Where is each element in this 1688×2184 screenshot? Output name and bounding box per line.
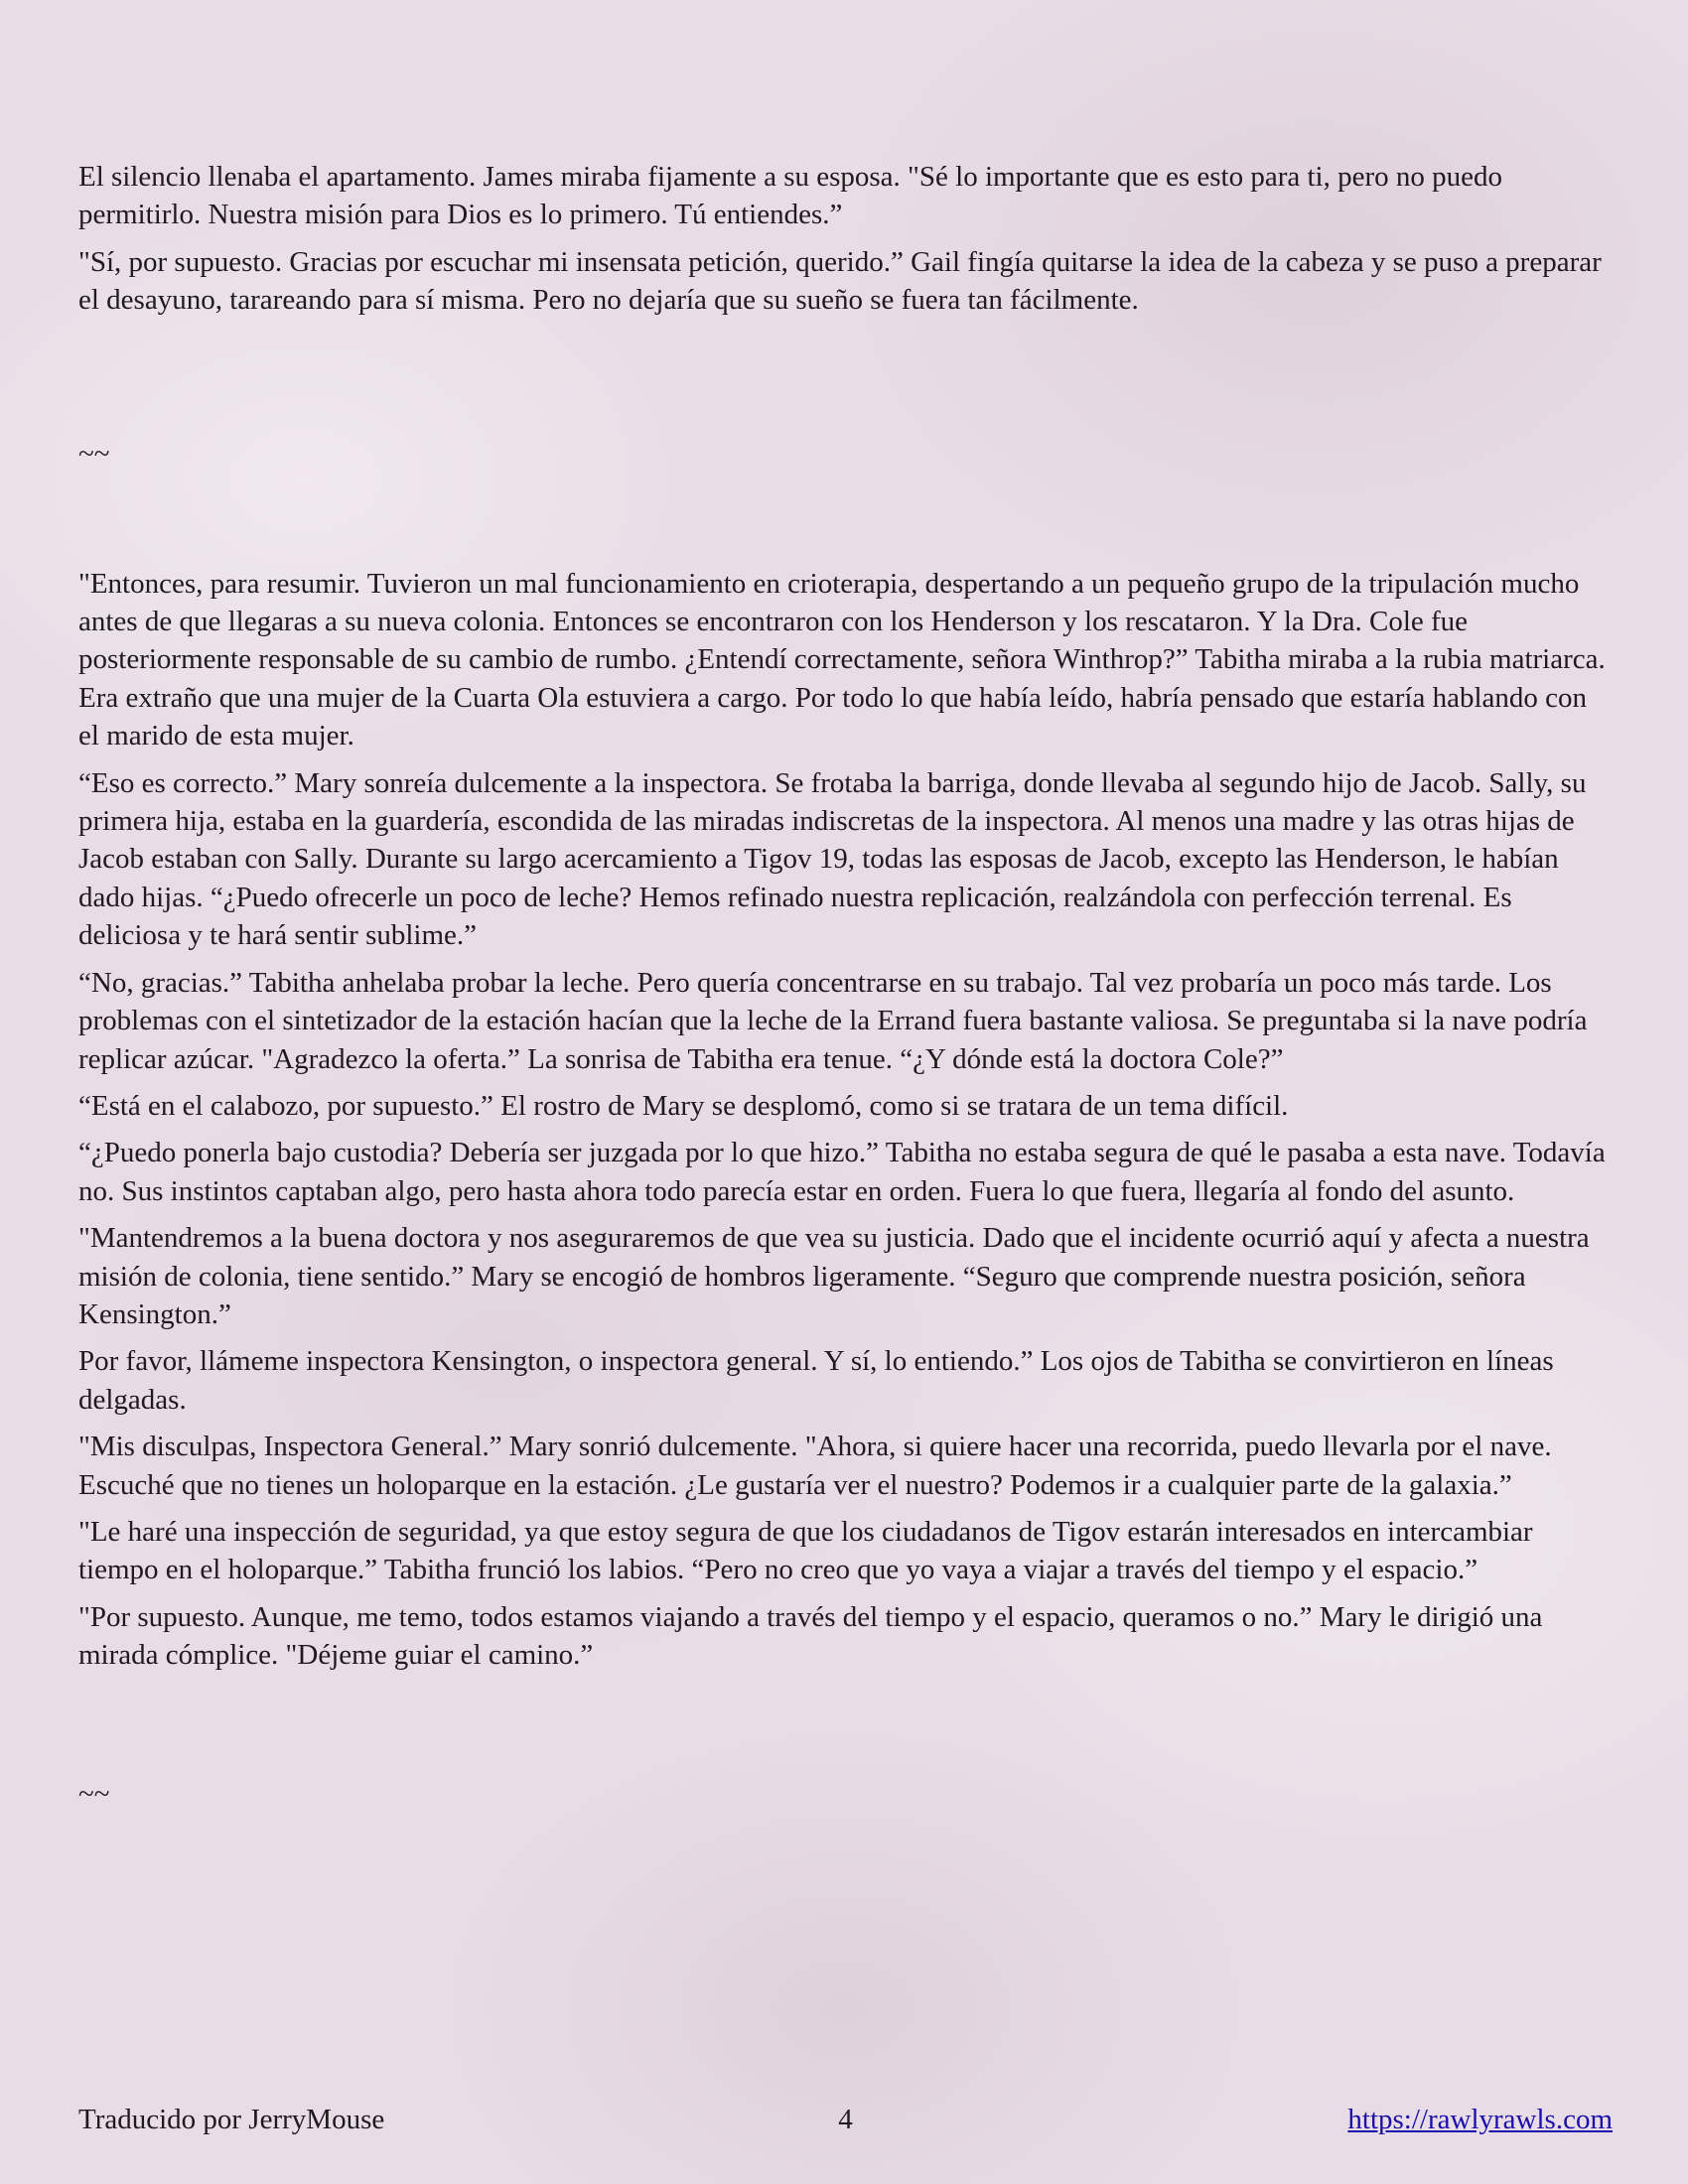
paragraph: El silencio llenaba el apartamento. James miraba fijamente a su esposa. "Sé lo importante que es esto para ti, pero no puedo permitirlo. Nuestra misión para Dios es lo primero. Tú entiendes.”	[78, 161, 1502, 231]
paragraph: “No, gracias.” Tabitha anhelaba probar la leche. Pero quería concentrarse en su trabajo. Tal vez probaría un poco más tarde. Los problemas con el sintetizador de la estación hacían que la leche de la Errand fuera bastante valiosa. Se preguntaba si la nave podría replicar azúcar. "Agradezco la oferta.” La sonrisa de Tabitha era tenue. “¿Y dónde está la doctora Cole?”	[78, 966, 1588, 1075]
paragraph: “¿Puedo ponerla bajo custodia? Debería ser juzgada por lo que hizo.” Tabitha no estaba segura de qué le pasaba a esta nave. Todavía no. Sus instintos captaban algo, pero hasta ahora todo parecía estar en orden. Fuera lo que fuera, llegaría al fondo del asunto.	[78, 1137, 1606, 1207]
section-spacer	[78, 329, 1613, 435]
paragraph: "Le haré una inspección de seguridad, ya que estoy segura de que los ciudadanos de Tigov estarán interesados en intercambiar tiempo en el holoparque.” Tabitha frunció los labios. “Pero no creo que yo vaya a viajar a través del tiempo y el espacio.”	[78, 1515, 1533, 1586]
scene-separator: ~~	[78, 437, 110, 470]
paragraph: "Por supuesto. Aunque, me temo, todos estamos viajando a través del tiempo y el espacio, queramos o no.” Mary le dirigió una mirada cómplice. "Déjeme guiar el camino.”	[78, 1600, 1543, 1672]
paragraph: "Entonces, para resumir. Tuvieron un mal funcionamiento en crioterapia, despertando a un pequeño grupo de la tripulación mucho antes de que llegaras a su nueva colonia. Entonces se encontraron con los Henderson y los rescataron. Y la Dra. Cole fue posteriormente responsable de su cambio de rumbo. ¿Entendí correctamente, señora Winthrop?” Tabitha miraba a la rubia matriarca. Era extraño que una mujer de la Cuarta Ola estuviera a cargo. Por todo lo que había leído, habría pensado que estaría hablando con el marido de esta mujer.	[78, 567, 1606, 752]
document-body	[78, 158, 1613, 1813]
paragraph: "Sí, por supuesto. Gracias por escuchar mi insensata petición, querido.” Gail fingía quitarse la idea de la cabeza y se puso a preparar el desayuno, tarareando para sí misma. Pero no dejaría que su sueño se fuera tan fácilmente.	[78, 245, 1602, 317]
paragraph: "Mantendremos a la buena doctora y nos aseguraremos de que vea su justicia. Dado que el incidente ocurrió aquí y afecta a nuestra misión de colonia, tiene sentido.” Mary se encogió de hombros ligeramente. “Seguro que comprende nuestra posición, señora Kensington.”	[78, 1222, 1590, 1330]
paragraph: “Eso es correcto.” Mary sonreía dulcemente a la inspectora. Se frotaba la barriga, donde llevaba al segundo hijo de Jacob. Sally, su primera hija, estaba en la guardería, escondida de las miradas indiscretas de la inspectora. Al menos una madre y las otras hijas de Jacob estaban con Sally. Durante su largo acercamiento a Tigov 19, todas las esposas de Jacob, excepto las Henderson, le habían dado hijas. “¿Puedo ofrecerle un poco de leche? Hemos refinado nuestra replicación, realzándola con perfección terrenal. Es deliciosa y te hará sentir sublime.”	[78, 766, 1587, 952]
translator-credit: Traducido por JerryMouse	[78, 2104, 385, 2135]
section-spacer	[78, 1684, 1613, 1775]
page-footer	[78, 2101, 1613, 2138]
paragraph: "Mis disculpas, Inspectora General.” Mary sonrió dulcemente. "Ahora, si quiere hacer una recorrida, puedo llevarla por el nave. Escuché que no tienes un holoparque en la estación. ¿Le gustaría ver el nuestro? Podemos ir a cualquier parte de la galaxia.”	[78, 1431, 1552, 1501]
paragraph: Por favor, llámeme inspectora Kensington, o inspectora general. Y sí, lo entiendo.” Los ojos de Tabitha se convirtieron en líneas delgadas.	[78, 1345, 1554, 1416]
page-number: 4	[838, 2104, 853, 2135]
website-link[interactable]: https://rawlyrawls.com	[1347, 2104, 1613, 2135]
section-spacer	[78, 473, 1613, 565]
paragraph: “Está en el calabozo, por supuesto.” El rostro de Mary se desplomó, como si se tratara de un tema difícil.	[78, 1089, 1289, 1122]
scene-separator: ~~	[78, 1777, 110, 1810]
